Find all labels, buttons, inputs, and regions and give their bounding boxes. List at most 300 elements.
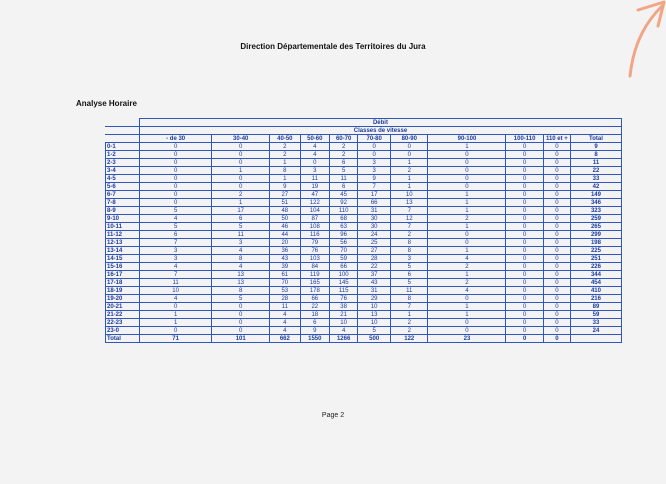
count-cell: 8 (391, 239, 428, 247)
column-header: Total (570, 135, 621, 143)
count-cell: 8 (270, 167, 301, 175)
row-total-cell: 11 (570, 159, 621, 167)
row-total-cell: 299 (570, 231, 621, 239)
count-cell: 0 (506, 239, 543, 247)
count-cell: 11 (391, 287, 428, 295)
count-cell: 2 (391, 319, 428, 327)
count-cell: 0 (506, 215, 543, 223)
count-cell: 8 (212, 287, 270, 295)
count-cell: 4 (428, 287, 506, 295)
table-row (106, 143, 622, 151)
count-cell: 0 (543, 255, 570, 263)
count-cell: 115 (330, 287, 358, 295)
count-cell: 0 (543, 167, 570, 175)
count-cell: 17 (358, 191, 391, 199)
hour-range-label: Total (106, 335, 140, 343)
count-cell: 0 (506, 287, 543, 295)
count-cell: 4 (330, 327, 358, 335)
table-row (106, 279, 622, 287)
hour-range-label: 19-20 (106, 295, 140, 303)
table-row (106, 311, 622, 319)
count-cell: 56 (330, 239, 358, 247)
hour-range-label: 4-5 (106, 175, 140, 183)
count-cell: 0 (212, 151, 270, 159)
count-cell: 7 (139, 271, 211, 279)
count-cell: 30 (358, 215, 391, 223)
count-cell: 27 (358, 247, 391, 255)
count-cell: 1 (391, 175, 428, 183)
hour-range-label: 11-12 (106, 231, 140, 239)
hour-range-label: 17-18 (106, 279, 140, 287)
count-cell: 0 (139, 143, 211, 151)
count-cell: 0 (139, 159, 211, 167)
count-cell: 43 (358, 279, 391, 287)
count-cell: 17 (212, 207, 270, 215)
count-cell: 27 (270, 191, 301, 199)
count-cell: 1 (212, 167, 270, 175)
count-cell: 0 (212, 327, 270, 335)
row-total-cell: 24 (570, 327, 621, 335)
count-cell: 39 (270, 263, 301, 271)
count-cell: 165 (300, 279, 329, 287)
count-cell: 20 (270, 239, 301, 247)
hour-range-label: 2-3 (106, 159, 140, 167)
count-cell: 31 (358, 207, 391, 215)
hour-range-label: 13-14 (106, 247, 140, 255)
count-cell: 0 (506, 183, 543, 191)
count-cell: 51 (270, 199, 301, 207)
count-cell: 0 (428, 327, 506, 335)
count-cell: 0 (428, 159, 506, 167)
count-cell: 11 (212, 231, 270, 239)
table-row (106, 175, 622, 183)
count-cell: 59 (330, 255, 358, 263)
row-total-cell: 225 (570, 247, 621, 255)
count-cell: 87 (300, 215, 329, 223)
count-cell: 100 (330, 271, 358, 279)
count-cell: 96 (330, 231, 358, 239)
count-cell: 1 (428, 223, 506, 231)
count-cell: 30 (358, 223, 391, 231)
row-total-cell (570, 335, 621, 343)
count-cell: 0 (506, 151, 543, 159)
count-cell: 1 (391, 183, 428, 191)
count-cell: 1266 (330, 335, 358, 343)
count-cell: 4 (300, 151, 329, 159)
count-cell: 66 (358, 199, 391, 207)
count-cell: 3 (358, 167, 391, 175)
count-cell: 66 (300, 295, 329, 303)
count-cell: 6 (330, 159, 358, 167)
count-cell: 4 (139, 263, 211, 271)
count-cell: 0 (212, 143, 270, 151)
hour-range-label: 18-19 (106, 287, 140, 295)
column-header: 40-50 (270, 135, 301, 143)
count-cell: 662 (270, 335, 301, 343)
count-cell: 2 (391, 327, 428, 335)
scanner-arrow-mark-icon (608, 0, 666, 80)
count-cell: 0 (139, 175, 211, 183)
count-cell: 0 (391, 143, 428, 151)
hour-range-label: 9-10 (106, 215, 140, 223)
count-cell: 0 (428, 231, 506, 239)
count-cell: 44 (270, 231, 301, 239)
count-cell: 45 (330, 191, 358, 199)
count-cell: 0 (300, 159, 329, 167)
table-row (106, 255, 622, 263)
count-cell: 1 (391, 159, 428, 167)
count-cell: 0 (139, 151, 211, 159)
count-cell: 0 (543, 335, 570, 343)
count-cell: 6 (391, 271, 428, 279)
row-total-cell: 33 (570, 319, 621, 327)
count-cell: 0 (543, 143, 570, 151)
count-cell: 5 (391, 279, 428, 287)
count-cell: 53 (270, 287, 301, 295)
count-cell: 10 (139, 287, 211, 295)
count-cell: 0 (506, 231, 543, 239)
table-body (106, 143, 622, 343)
count-cell: 4 (270, 327, 301, 335)
count-cell: 0 (543, 207, 570, 215)
count-cell: 2 (330, 143, 358, 151)
count-cell: 0 (212, 159, 270, 167)
count-cell: 11 (300, 175, 329, 183)
count-cell: 0 (543, 279, 570, 287)
row-total-cell: 344 (570, 271, 621, 279)
count-cell: 5 (330, 167, 358, 175)
count-cell: 122 (300, 199, 329, 207)
count-cell: 1 (270, 175, 301, 183)
count-cell: 1 (428, 143, 506, 151)
count-cell: 2 (428, 263, 506, 271)
count-cell: 4 (300, 143, 329, 151)
table-row (106, 231, 622, 239)
count-cell: 9 (270, 183, 301, 191)
count-cell: 0 (506, 207, 543, 215)
count-cell: 0 (212, 175, 270, 183)
hour-range-label: 20-21 (106, 303, 140, 311)
count-cell: 47 (300, 191, 329, 199)
count-cell: 13 (391, 199, 428, 207)
count-cell: 0 (506, 327, 543, 335)
count-cell: 0 (212, 311, 270, 319)
column-header: 50-60 (300, 135, 329, 143)
count-cell: 2 (391, 231, 428, 239)
count-cell: 2 (428, 279, 506, 287)
count-cell: 0 (139, 327, 211, 335)
count-cell: 11 (139, 279, 211, 287)
count-cell: 0 (139, 167, 211, 175)
count-cell: 119 (300, 271, 329, 279)
hour-range-label: 15-16 (106, 263, 140, 271)
count-cell: 0 (543, 159, 570, 167)
column-header: 30-40 (212, 135, 270, 143)
count-cell: 79 (300, 239, 329, 247)
table-row (106, 303, 622, 311)
count-cell: 0 (543, 191, 570, 199)
count-cell: 68 (330, 215, 358, 223)
table-row (106, 207, 622, 215)
count-cell: 2 (270, 151, 301, 159)
count-cell: 2 (391, 167, 428, 175)
count-cell: 122 (391, 335, 428, 343)
count-cell: 12 (391, 215, 428, 223)
count-cell: 178 (300, 287, 329, 295)
count-cell: 0 (428, 175, 506, 183)
count-cell: 0 (506, 143, 543, 151)
count-cell: 7 (391, 303, 428, 311)
total-row (106, 335, 622, 343)
count-cell: 19 (300, 183, 329, 191)
count-cell: 8 (391, 247, 428, 255)
row-total-cell: 33 (570, 175, 621, 183)
count-cell: 76 (330, 295, 358, 303)
count-cell: 0 (506, 295, 543, 303)
count-cell: 0 (506, 319, 543, 327)
hour-range-label: 23-0 (106, 327, 140, 335)
count-cell: 1 (139, 319, 211, 327)
count-cell: 76 (300, 247, 329, 255)
count-cell: 0 (506, 191, 543, 199)
count-cell: 29 (358, 295, 391, 303)
column-header: 70-80 (358, 135, 391, 143)
count-cell: 5 (391, 263, 428, 271)
count-cell: 0 (428, 295, 506, 303)
column-header: 100-110 (506, 135, 543, 143)
count-cell: 2 (428, 215, 506, 223)
row-total-cell: 198 (570, 239, 621, 247)
count-cell: 10 (358, 303, 391, 311)
count-cell: 3 (212, 239, 270, 247)
count-cell: 10 (391, 191, 428, 199)
count-cell: 104 (300, 207, 329, 215)
count-cell: 1 (391, 311, 428, 319)
count-cell: 3 (358, 159, 391, 167)
count-cell: 0 (506, 199, 543, 207)
count-cell: 7 (391, 223, 428, 231)
count-cell: 108 (300, 223, 329, 231)
count-cell: 43 (270, 255, 301, 263)
table-row (106, 319, 622, 327)
count-cell: 0 (212, 183, 270, 191)
count-cell: 25 (358, 239, 391, 247)
count-cell: 0 (543, 319, 570, 327)
count-cell: 110 (330, 207, 358, 215)
count-cell: 0 (543, 311, 570, 319)
count-cell: 10 (330, 319, 358, 327)
row-total-cell: 323 (570, 207, 621, 215)
count-cell: 7 (391, 207, 428, 215)
hour-range-label: 12-13 (106, 239, 140, 247)
count-cell: 11 (330, 175, 358, 183)
count-cell: 5 (139, 223, 211, 231)
count-cell: 66 (330, 263, 358, 271)
table-row (106, 223, 622, 231)
hour-range-label: 8-9 (106, 207, 140, 215)
count-cell: 0 (543, 215, 570, 223)
hour-range-label: 21-22 (106, 311, 140, 319)
count-cell: 46 (270, 223, 301, 231)
count-cell: 1 (428, 207, 506, 215)
count-cell: 0 (543, 287, 570, 295)
count-cell: 0 (506, 247, 543, 255)
count-cell: 4 (270, 311, 301, 319)
count-cell: 0 (212, 319, 270, 327)
debit-header: Débit (139, 119, 621, 127)
count-cell: 48 (270, 207, 301, 215)
count-cell: 6 (139, 231, 211, 239)
count-cell: 21 (330, 311, 358, 319)
count-cell: 6 (212, 215, 270, 223)
count-cell: 23 (428, 335, 506, 343)
count-cell: 3 (300, 167, 329, 175)
count-cell: 1 (270, 159, 301, 167)
table-row (106, 247, 622, 255)
hour-range-label: 16-17 (106, 271, 140, 279)
count-cell: 1 (428, 271, 506, 279)
count-cell: 101 (212, 335, 270, 343)
count-cell: 70 (270, 279, 301, 287)
count-cell: 0 (543, 263, 570, 271)
hour-range-label: 7-8 (106, 199, 140, 207)
table-row (106, 167, 622, 175)
row-total-cell: 9 (570, 143, 621, 151)
row-total-cell: 265 (570, 223, 621, 231)
count-cell: 0 (391, 151, 428, 159)
table-row (106, 151, 622, 159)
hour-range-label: 6-7 (106, 191, 140, 199)
count-cell: 0 (139, 199, 211, 207)
count-cell: 6 (330, 183, 358, 191)
count-cell: 0 (139, 303, 211, 311)
count-cell: 6 (300, 319, 329, 327)
count-cell: 63 (330, 223, 358, 231)
hour-range-label: 22-23 (106, 319, 140, 327)
count-cell: 0 (543, 231, 570, 239)
count-cell: 10 (358, 319, 391, 327)
count-cell: 500 (358, 335, 391, 343)
hourly-speed-table (105, 118, 622, 343)
count-cell: 0 (543, 175, 570, 183)
count-cell: 5 (212, 295, 270, 303)
count-cell: 0 (543, 199, 570, 207)
table-row (106, 191, 622, 199)
count-cell: 0 (212, 303, 270, 311)
count-cell: 0 (428, 239, 506, 247)
count-cell: 0 (543, 183, 570, 191)
count-cell: 50 (270, 215, 301, 223)
count-cell: 0 (428, 151, 506, 159)
hour-range-label: 5-6 (106, 183, 140, 191)
count-cell: 71 (139, 335, 211, 343)
hour-range-label: 10-11 (106, 223, 140, 231)
count-cell: 0 (543, 271, 570, 279)
count-cell: 24 (358, 231, 391, 239)
count-cell: 22 (358, 263, 391, 271)
table-row (106, 215, 622, 223)
count-cell: 0 (506, 255, 543, 263)
table-row (106, 199, 622, 207)
column-header: 110 et + (543, 135, 570, 143)
count-cell: 28 (358, 255, 391, 263)
table-row (106, 287, 622, 295)
table-row (106, 239, 622, 247)
row-total-cell: 59 (570, 311, 621, 319)
count-cell: 0 (428, 183, 506, 191)
count-cell: 0 (506, 303, 543, 311)
table-row (106, 295, 622, 303)
count-cell: 31 (358, 287, 391, 295)
count-cell: 0 (428, 167, 506, 175)
count-cell: 0 (506, 271, 543, 279)
table-row (106, 263, 622, 271)
count-cell: 1 (139, 311, 211, 319)
row-total-cell: 410 (570, 287, 621, 295)
page-number: Page 2 (321, 412, 345, 419)
hour-range-label: 0-1 (106, 143, 140, 151)
count-cell: 4 (212, 263, 270, 271)
count-cell: 5 (212, 223, 270, 231)
table-row (106, 183, 622, 191)
row-total-cell: 8 (570, 151, 621, 159)
row-total-cell: 259 (570, 215, 621, 223)
hour-range-label: 3-4 (106, 167, 140, 175)
column-header-row (106, 135, 622, 143)
count-cell: 4 (428, 255, 506, 263)
table-row (106, 271, 622, 279)
count-cell: 3 (391, 255, 428, 263)
count-cell: 0 (506, 175, 543, 183)
count-cell: 5 (358, 327, 391, 335)
count-cell: 28 (270, 295, 301, 303)
row-total-cell: 251 (570, 255, 621, 263)
count-cell: 0 (506, 223, 543, 231)
count-cell: 1 (428, 191, 506, 199)
count-cell: 103 (300, 255, 329, 263)
count-cell: 92 (330, 199, 358, 207)
count-cell: 38 (330, 303, 358, 311)
count-cell: 0 (506, 335, 543, 343)
count-cell: 116 (300, 231, 329, 239)
count-cell: 4 (139, 295, 211, 303)
count-cell: 4 (212, 247, 270, 255)
section-title: Analyse Horaire (76, 99, 137, 108)
count-cell: 145 (330, 279, 358, 287)
count-cell: 1550 (300, 335, 329, 343)
count-cell: 5 (139, 207, 211, 215)
count-cell: 18 (300, 311, 329, 319)
count-cell: 0 (506, 159, 543, 167)
count-cell: 13 (212, 271, 270, 279)
count-cell: 1 (212, 199, 270, 207)
table-row (106, 159, 622, 167)
count-cell: 0 (506, 263, 543, 271)
document-title: Direction Départementale des Territoires du Jura (240, 42, 426, 51)
count-cell: 1 (428, 311, 506, 319)
row-total-cell: 149 (570, 191, 621, 199)
speed-classes-header: Classes de vitesse (139, 127, 621, 135)
count-cell: 4 (139, 215, 211, 223)
count-cell: 0 (428, 319, 506, 327)
count-cell: 0 (358, 143, 391, 151)
count-cell: 0 (506, 311, 543, 319)
count-cell: 0 (543, 327, 570, 335)
row-total-cell: 226 (570, 263, 621, 271)
count-cell: 2 (212, 191, 270, 199)
count-cell: 0 (358, 151, 391, 159)
count-cell: 37 (358, 271, 391, 279)
